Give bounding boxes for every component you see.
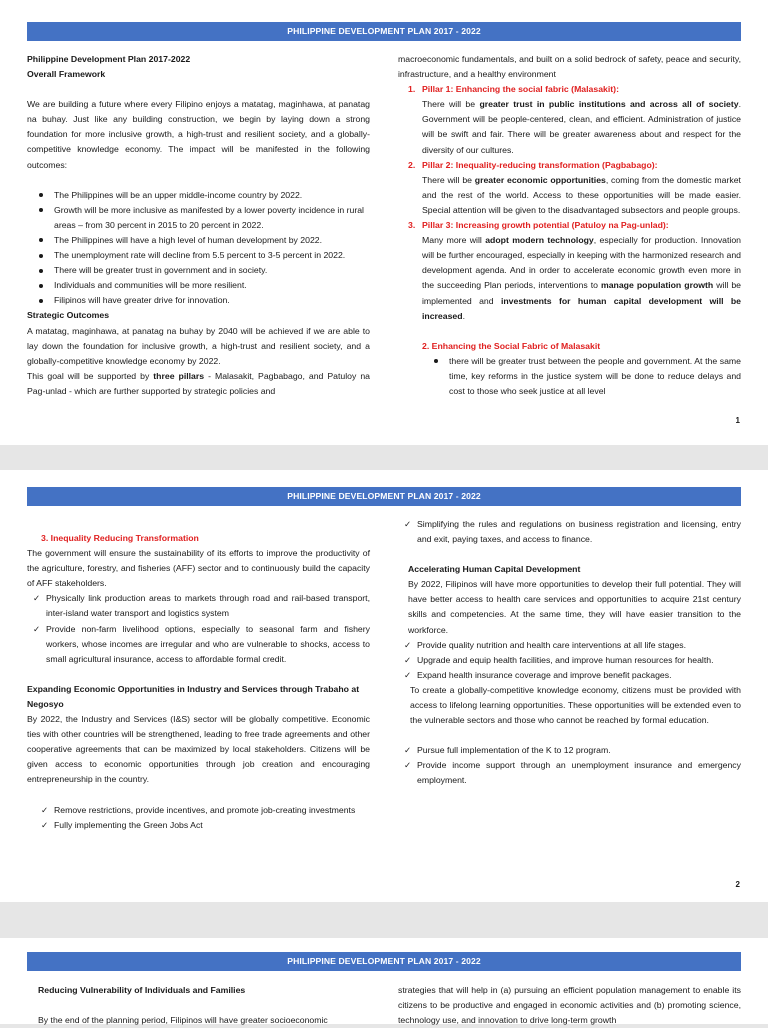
pillars-paragraph: This goal will be supported by three pillars - Malasakit, Pagbabago, and Patuloy na Pag-unlad - which are further supported by strategic policies and <box>27 370 370 396</box>
expanding-checklist <box>27 803 370 833</box>
list-item: ✓ Fully implementing the Green Jobs Act <box>35 818 370 833</box>
list-item: The Philippines will be an upper middle-income country by 2022. <box>27 188 370 203</box>
left-column <box>38 983 370 1028</box>
health-checklist <box>398 638 741 683</box>
list-item: ✓ Pursue full implementation of the K to 12 program. <box>398 743 741 758</box>
list-item: ✓ Provide non-farm livelihood options, especially to seasonal farm and fishery workers, whose incomes are irregular and who are vulnerable to shocks, access to small agricultural insurance, access to affordable formal credit. <box>27 622 370 667</box>
strategic-outcomes-paragraph: A matatag, maginhawa, at panatag na buhay by 2040 will be achieved if we are able to lay down the foundation for inclusive growth, a high-trust and resilient society, and a globally-competitive knowledge economy by 2022. <box>27 325 370 366</box>
human-capital-heading: Accelerating Human Capital Development <box>408 564 581 575</box>
strategic-outcomes-heading: Strategic Outcomes <box>27 310 110 321</box>
left-column <box>27 531 370 833</box>
section-2-heading: 2. Enhancing the Social Fabric of Malasakit <box>422 340 601 351</box>
document-title: Philippine Development Plan 2017-2022 <box>27 54 191 64</box>
pillar-3-title: Pillar 3: Increasing growth potential (Patuloy na Pag-unlad): <box>422 220 669 231</box>
list-item: The Philippines will have a high level of human development by 2022. <box>27 233 370 248</box>
pillar-1-text: There will be greater trust in public institutions and across all of society. Government will be people-centered, clean, and efficient. Administration of justice will be swift and fair. There will be greater awareness about and respect for the diversity of our cultures. <box>422 99 741 155</box>
document-page-2 <box>0 470 768 902</box>
document-page-1 <box>0 0 768 445</box>
list-item: Filipinos will have greater drive for innovation. <box>27 293 370 308</box>
list-item: Individuals and communities will be more resilient. <box>27 278 370 293</box>
strategies-paragraph: strategies that will help in (a) pursuing an efficient population management to enable its citizens to be productive and engaged in economic activities and (b) promoting science, technology use, and innovation to drive long-term growth <box>398 985 741 1026</box>
section-2-list <box>398 354 741 399</box>
intro-paragraph: We are building a future where every Filipino enjoys a matatag, maginhawa, at panatag na buhay. Just like any building construction, we begin by laying down a strong foundation for more inclusive growth, a high-trust and resilient society, and a globally-competitive knowledge economy. The impact will be manifested in the following outcomes: <box>27 99 370 170</box>
pillar-2: 2. Pillar 2: Inequality-reducing transformation (Pagbabago): There will be greater economic opportunities, coming from the domestic market and the rest of the world. Access to these opportunities will be made easier. Special attention will be given to the disadvantaged subsectors and people groups. <box>398 158 741 218</box>
document-page-3 <box>0 938 768 1024</box>
human-capital-paragraph: By 2022, Filipinos will have more opportunities to develop their full potential. They will have better access to health care services and opportunities to acquire 21st century skills and competencies. At the same time, they will have easier transition to the workforce. <box>408 579 741 635</box>
education-checklist <box>398 743 741 788</box>
list-item: ✓ Provide income support through an unemployment insurance and emergency employment. <box>398 758 741 788</box>
page-header-banner: PHILIPPINE DEVELOPMENT PLAN 2017 - 2022 <box>27 952 741 971</box>
page-header-banner: PHILIPPINE DEVELOPMENT PLAN 2017 - 2022 <box>27 487 741 506</box>
right-column <box>398 983 741 1028</box>
expanding-paragraph: By 2022, the Industry and Services (I&S) sector will be globally competitive. Economic ties with other countries will be strengthened, leading to free trade agreements and other cooperative agreements that can be maximized by local stakeholders. Citizens will be given access to economic opportunities through job creation and encouraging entrepreneurship in the country. <box>27 714 370 785</box>
business-checklist <box>398 517 741 547</box>
list-item: ✓ Physically link production areas to markets through road and rail-based transport, inter-island water transport and logistics system <box>27 591 370 621</box>
pillar-3-text: Many more will adopt modern technology, especially for production. Innovation will be further encouraged, especially in keeping with the harmonized research and development agenda. And in order to accelerate economic growth even more in the succeeding Plan periods, interventions to manage population growth will be implemented and investments for human capital development will be increased. <box>422 235 742 321</box>
lifelong-learning-paragraph: To create a globally-competitive knowledge economy, citizens must be provided with access to lifelong learning opportunities. These opportunities will be extended even to the vulnerable sectors and those who cannot be reached by formal education. <box>410 684 741 726</box>
continued-paragraph: macroeconomic fundamentals, and built on a solid bedrock of safety, peace and security, infrastructure, and a healthy environment <box>398 54 741 80</box>
section-3-checklist <box>27 591 370 666</box>
pillar-1: 1. Pillar 1: Enhancing the social fabric (Malasakit): There will be greater trust in public institutions and across all of society. Government will be people-centered, clean, and efficient. Administration of justice will be swift and fair. There will be greater awareness about and respect for the diversity of our cultures. <box>398 82 741 157</box>
list-item: ✓ Simplifying the rules and regulations on business registration and licensing, entry and exit, paying taxes, and access to finance. <box>398 517 741 547</box>
right-column <box>398 52 741 399</box>
expanding-heading: Expanding Economic Opportunities in Industry and Services through Trabaho at Negosyo <box>27 683 360 709</box>
pillar-2-title: Pillar 2: Inequality-reducing transformation (Pagbabago): <box>422 159 658 170</box>
right-column <box>398 517 741 789</box>
list-item: ✓ Provide quality nutrition and health care interventions at all life stages. <box>398 638 741 653</box>
section-3-heading: 3. Inequality Reducing Transformation <box>41 533 199 543</box>
vulnerability-paragraph: By the end of the planning period, Filipinos will have greater socioeconomic <box>38 1015 328 1026</box>
pillar-1-title: Pillar 1: Enhancing the social fabric (Malasakit): <box>422 84 619 95</box>
page-number: 2 <box>735 880 740 889</box>
list-item: ✓ Upgrade and equip health facilities, and improve human resources for health. <box>398 653 741 668</box>
list-item: Growth will be more inclusive as manifested by a lower poverty incidence in rural areas – from 30 percent in 2015 to 20 percent in 2022. <box>27 203 370 233</box>
page-number: 1 <box>735 416 740 425</box>
left-column <box>27 52 370 399</box>
vulnerability-heading: Reducing Vulnerability of Individuals and Families <box>38 985 246 995</box>
pillar-3: 3. Pillar 3: Increasing growth potential (Patuloy na Pag-unlad): Many more will adopt modern technology, especially for production. Innovation will be further encouraged, especially in keeping with the harmonized research and development agenda. And in order to accelerate economic growth even more in the succeeding Plan periods, interventions to manage population growth will be implemented and investments for human capital development will be increased. <box>398 218 741 324</box>
list-item: There will be greater trust in government and in society. <box>27 263 370 278</box>
section-3-paragraph: The government will ensure the sustainability of its efforts to improve the productivity of the agriculture, forestry, and fisheries (AFF) sector and to continuously build the capacity of AFF stakeholders. <box>27 548 370 589</box>
list-item: ✓ Expand health insurance coverage and improve benefit packages. <box>398 668 741 683</box>
list-item: ✓ Remove restrictions, provide incentives, and promote job-creating investments <box>35 803 370 818</box>
outcomes-list <box>27 188 370 309</box>
pillar-2-text: There will be greater economic opportunities, coming from the domestic market and the rest of the world. Access to these opportunities will be made easier. Special attention will be given to the disadvantaged subsectors and people groups. <box>422 174 741 215</box>
list-item: The unemployment rate will decline from 5.5 percent to 3-5 percent in 2022. <box>27 248 370 263</box>
pillars-list <box>398 82 741 324</box>
document-subtitle: Overall Framework <box>27 69 106 80</box>
list-item: there will be greater trust between the people and government. At the same time, key reforms in the justice system will be done to reduce delays and cost to those who seek justice at all level <box>422 354 741 399</box>
page-header-banner: PHILIPPINE DEVELOPMENT PLAN 2017 - 2022 <box>27 22 741 41</box>
